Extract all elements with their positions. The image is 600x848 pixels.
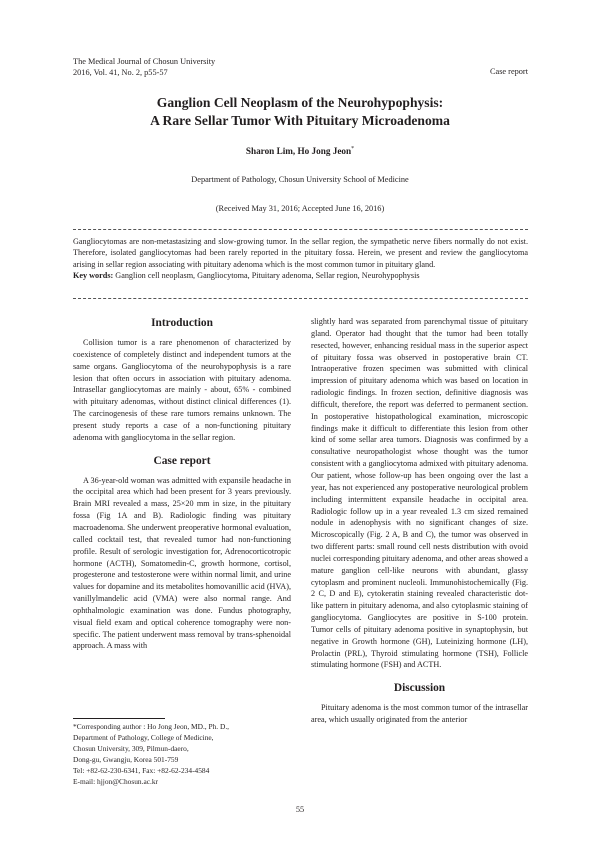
footnote-line: Tel: +82-62-230-6341, Fax: +82-62-234-4584 — [73, 765, 210, 775]
footnote-rule — [73, 718, 165, 719]
abstract-text: Gangliocytomas are non-metastasizing and slow-growing tumor. In the sellar region, the sympathetic nerve fibers normally do not exist. Therefore, isolated gangliocytomas had been rarely reported in the pituitary fossa. Herein, we present and review the gangliocytoma arising in sellar region associating with pituitary adenoma which is the most common tumor in pituitary gland. — [73, 237, 528, 269]
authors — [60, 146, 540, 156]
keywords-label: Key words: — [73, 271, 114, 281]
abstract-top-divider — [73, 229, 528, 230]
author-names: Sharon Lim, Ho Jong Jeon — [245, 146, 352, 157]
footnote-line: Department of Pathology, College of Medicine, — [73, 732, 214, 742]
keywords-text: Ganglion cell neoplasm, Gangliocytoma, Pituitary adenoma, Sellar region, Neurohypophysis — [115, 271, 420, 281]
discussion-heading: Discussion — [393, 682, 446, 695]
corresponding-mark: * — [351, 146, 355, 152]
article-type: Case report — [489, 67, 528, 76]
title-line-1: Ganglion Cell Neoplasm of the Neurohypophysis: — [156, 95, 444, 110]
introduction-text: Collision tumor is a rare phenomenon of characterized by coexistence of completely distinct and independent tumors at the same organs. Gangliocytoma of the neurohypophysis is a rare lesion that often occurs in association with pituitary adenoma. Intrasellar gangliocytomas are mainly - about, 65% - combined with pituitary adenomas, without distinct clinical differences (1). The carcinogenesis of these rare tumors remains unknown. The present study reports a case of a non-functioning pituitary adenoma with gangliocytoma in the sellar region. — [73, 338, 291, 442]
footnote-line: Chosun University, 309, Pilmun-daero, — [73, 743, 189, 753]
corresponding-author-footnote — [73, 722, 229, 787]
received-dates: (Received May 31, 2016; Accepted June 16, 2016) — [215, 204, 385, 213]
journal-name: The Medical Journal of Chosun University — [73, 57, 216, 66]
discussion-text: Pituitary adenoma is the most common tumor of the intrasellar area, which usually originated from the anterior — [311, 703, 528, 725]
keywords — [73, 270, 528, 281]
abstract-bottom-divider — [73, 298, 528, 299]
right-column — [311, 316, 528, 726]
page-number: 55 — [295, 805, 305, 814]
footnote-line: E-mail: hjjon@Chosun.ac.kr — [73, 776, 159, 786]
footnote-line: *Corresponding author : Ho Jong Jeon, MD., Ph. D., — [73, 722, 230, 731]
paper-title — [60, 94, 540, 130]
case-report-heading: Case report — [153, 454, 211, 467]
left-column — [73, 316, 291, 652]
journal-citation: 2016, Vol. 41, No. 2, p55-57 — [73, 68, 168, 78]
affiliation: Department of Pathology, Chosun University School of Medicine — [191, 175, 409, 184]
case-report-text-right: slightly hard was separated from parenchymal tissue of pituitary gland. Operator had thought that the tumor had been totally resected, however, enhancing residual mass in the superior aspect of pituitary fossa was observed in postoperative brain CT. Intraoperative frozen specimen was submitted with clinical impression of pituitary adenoma which was based on location in radiologic findings. In frozen section, definitive diagnosis was difficult, therefore, the report was deferred to permanent section. In postoperative histopathological examination, microscopic findings make it difficult to differentiate this lesion from other kind of some sellar area tumors. Diagnosis was confirmed by a consultative neuropathologist whose thought was the tumor consistent with a gangliocytoma admixed with pituitary adenoma. Our patient, whose follow-up has been ongoing over the last a year, has not experienced any postoperative neurological problem including intermittent expansile headache in occipital area. Radiologic follow up in a year revealed 1.3 cm sized remained nodule in adenophysis with no significant changes of size. Microscopically (Fig. 2 A, B and C), the tumor was observed in two different parts: small round cell nests distribution with ovoid nuclei corresponding pituitary adenoma, and other areas showed a mature ganglion cell-like neurons with abundant, glassy cytoplasm and prominent nucleoli. Immunohistochemically (Fig. 2 C, D and E), cytokeratin staining revealed characteristic dot-like pattern in pituitary adenoma, and also cytoplasmic staining of gangliocytoma. Gangliocytes are positive in S-100 protein. Tumor cells of pituitary adenoma positive in synaptophysin, but negative in Growth hormone (GH), Luteinizing hormone (LH), Prolactin (PRL), Thyroid stimulating hormone (TSH), Follicle stimulating hormone (FSH) and ACTH. — [311, 317, 528, 670]
footnote-line: Dong-gu, Gwangju, Korea 501-759 — [73, 754, 179, 764]
case-report-text-left: A 36-year-old woman was admitted with expansile headache in the occipital area which had been present for 3 years previously. Brain MRI revealed a mass, 25×20 mm in size, in the pituitary fossa (Fig 1A and B). Radiologic finding was pituitary macroadenoma. She underwent preoperative hormonal evaluation, called cocktail test, that revealed tumor had non-functioning profile. Result of serologic investigation for, Adrenocorticotropic hormone (ACTH), Somatomedin-C, growth hormone, cortisol, progesterone and testosterone were within normal limit, and urine values for dopamine and its metabolites homovanillic acid (HVA), vanillylmandelic acid (VMA) were also normal range. And ophthalmologic examination was done. Fundus photography, visual field exam and optical coherence tomography were non-specific. The patient underwent mass removal by trans-sphenoidal approach. A mass with — [73, 475, 291, 651]
journal-header — [73, 56, 215, 79]
introduction-heading: Introduction — [151, 317, 213, 329]
title-line-2: A Rare Sellar Tumor With Pituitary Microadenoma — [150, 113, 450, 128]
abstract — [73, 236, 528, 282]
